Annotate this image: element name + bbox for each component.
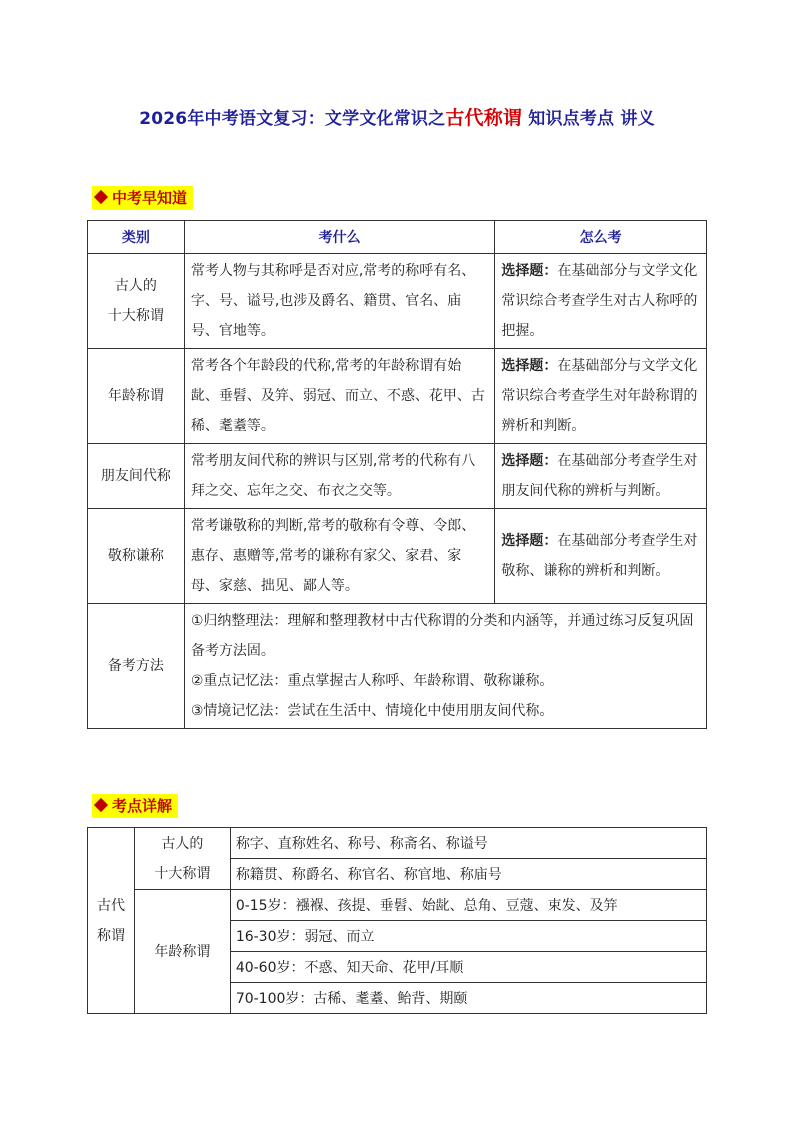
header-category: 类别	[88, 221, 185, 254]
diamond-icon	[94, 798, 108, 812]
table-header-row	[88, 221, 707, 254]
main-category: 古代 称谓	[88, 828, 135, 1014]
row-what: 常考朋友间代称的辨识与区别,常考的代称有八拜之交、忘年之交、布衣之交等。	[184, 444, 494, 509]
detail-cell: 16-30岁：弱冠、而立	[230, 921, 706, 952]
table-row	[88, 828, 707, 859]
header-what: 考什么	[184, 221, 494, 254]
how-label: 选择题：	[501, 453, 558, 469]
row-category: 古人的 十大称谓	[88, 254, 185, 349]
how-text: 在基础部分与文学文化常识综合考查学生对古人称呼的把握。	[501, 263, 698, 339]
how-label: 选择题：	[501, 358, 558, 374]
method-category: 备考方法	[88, 604, 185, 729]
method-list	[184, 604, 706, 729]
method-item: ①归纳整理法：理解和整理教材中古代称谓的分类和内涵等，并通过练习反复巩固备考方法固。	[190, 613, 694, 659]
detail-cell: 0-15岁：襁褓、孩提、垂髫、始龀、总角、豆蔻、束发、及笄	[230, 890, 706, 921]
how-label: 选择题：	[501, 263, 558, 279]
group-name: 古人的 十大称谓	[134, 828, 230, 890]
header-how: 怎么考	[495, 221, 707, 254]
table-row	[88, 444, 707, 509]
title-suffix: 知识点考点 讲义	[522, 109, 655, 129]
row-what: 常考各个年龄段的代称,常考的年龄称谓有始龀、垂髫、及笄、弱冠、而立、不惑、花甲、古稀、耄耋等。	[184, 349, 494, 444]
section-header-details	[92, 794, 178, 818]
detail-cell: 70-100岁：古稀、耄耋、鲐背、期颐	[230, 983, 706, 1014]
group-name: 年龄称谓	[134, 890, 230, 1014]
how-text: 在基础部分考查学生对敬称、谦称的辨析和判断。	[501, 533, 698, 579]
section-label: 中考早知道	[112, 189, 188, 207]
row-what: 常考谦敬称的判断,常考的敬称有令尊、令郎、惠存、惠赠等,常考的谦称有家父、家君、家母、家慈、拙见、鄙人等。	[184, 509, 494, 604]
row-how	[495, 444, 707, 509]
details-table	[87, 827, 707, 1014]
diamond-icon	[94, 190, 108, 204]
page-title	[0, 103, 794, 130]
exam-overview-table	[87, 220, 707, 729]
detail-cell: 称籍贯、称爵名、称官名、称官地、称庙号	[230, 859, 706, 890]
row-how	[495, 254, 707, 349]
how-label: 选择题：	[501, 533, 558, 549]
detail-cell: 称字、直称姓名、称号、称斋名、称谥号	[230, 828, 706, 859]
table-row	[88, 254, 707, 349]
detail-cell: 40-60岁：不惑、知天命、花甲/耳顺	[230, 952, 706, 983]
method-item: ②重点记忆法：重点掌握古人称呼、年龄称谓、敬称谦称。	[190, 673, 554, 689]
section-label: 考点详解	[112, 797, 173, 815]
table-row	[88, 890, 707, 921]
row-what: 常考人物与其称呼是否对应,常考的称呼有名、字、号、谥号,也涉及爵名、籍贯、官名、庙号、官地等。	[184, 254, 494, 349]
table-row	[88, 349, 707, 444]
method-item: ③情境记忆法：尝试在生活中、情境化中使用朋友间代称。	[190, 703, 554, 719]
section-header-preview	[92, 186, 193, 210]
row-how	[495, 509, 707, 604]
row-category: 朋友间代称	[88, 444, 185, 509]
title-prefix: 2026年中考语文复习：文学文化常识之	[139, 109, 446, 129]
table-row	[88, 509, 707, 604]
row-category: 年龄称谓	[88, 349, 185, 444]
how-text: 在基础部分与文学文化常识综合考查学生对年龄称谓的辨析和判断。	[501, 358, 698, 434]
method-row	[88, 604, 707, 729]
title-highlight: 古代称谓	[445, 107, 523, 129]
row-how	[495, 349, 707, 444]
row-category: 敬称谦称	[88, 509, 185, 604]
how-text: 在基础部分考查学生对朋友间代称的辨析与判断。	[501, 453, 698, 499]
